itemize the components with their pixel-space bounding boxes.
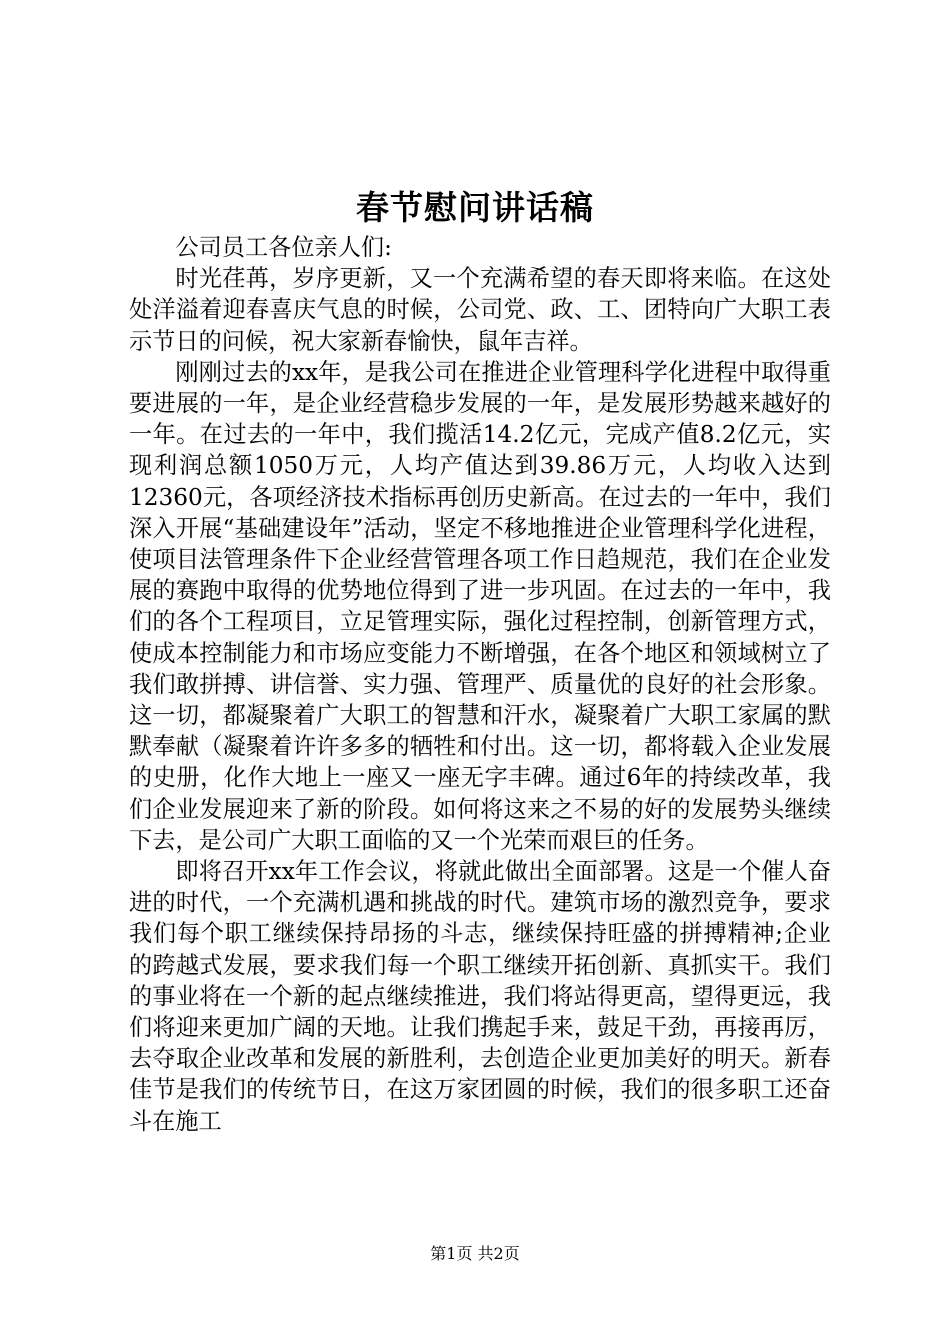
paragraph-2: 刚刚过去的xx年，是我公司在推进企业管理科学化进程中取得重要进展的一年，是企业经营稳步发展的一年，是发展形势越来越好的一年。在过去的一年中，我们揽活14.2亿元，完成产值8.2亿元，实现利润总额1050万元，人均产值达到39.86万元，人均收入达到12360元，各项经济技术指标再创历史新高。在过去的一年中，我们深入开展“基础建设年”活动，坚定不移地推进企业管理科学化进程，使项目法管理条件下企业经营管理各项工作日趋规范，我们在企业发展的赛跑中取得的优势地位得到了进一步巩固。在过去的一年中，我们的各个工程项目，立足管理实际，强化过程控制，创新管理方式，使成本控制能力和市场应变能力不断增强，在各个地区和领域树立了我们敢拼搏、讲信誉、实力强、管理严、质量优的良好的社会形象。这一切，都凝聚着广大职工的智慧和汗水，凝聚着广大职工家属的默默奉献（凝聚着许许多多的牺牲和付出。这一切，都将载入企业发展的史册，化作大地上一座又一座无字丰碑。通过6年的持续改革，我们企业发展迎来了新的阶段。如何将这来之不易的好的发展势头继续下去，是公司广大职工面临的又一个光荣而艰巨的任务。 bbox=[129, 358, 831, 854]
paragraph-3: 即将召开xx年工作会议，将就此做出全面部署。这是一个催人奋进的时代，一个充满机遇和挑战的时代。建筑市场的激烈竞争，要求我们每个职工继续保持昂扬的斗志，继续保持旺盛的拼搏精神;企业的跨越式发展，要求我们每一个职工继续开拓创新、真抓实干。我们的事业将在一个新的起点继续推进，我们将站得更高，望得更远，我们将迎来更加广阔的天地。让我们携起手来，鼓足干劲，再接再厉，去夺取企业改革和发展的新胜利，去创造企业更加美好的明天。新春佳节是我们的传统节日，在这万家团圆的时候，我们的很多职工还奋斗在施工 bbox=[129, 858, 831, 1135]
document-title: 春节慰问讲话稿 bbox=[356, 188, 594, 227]
paragraph-1: 时光荏苒，岁序更新，又一个充满希望的春天即将来临。在这处处洋溢着迎春喜庆气息的时候，公司党、政、工、团特向广大职工表示节日的问候，祝大家新春愉快，鼠年吉祥。 bbox=[129, 265, 831, 355]
salutation: 公司员工各位亲人们: bbox=[175, 234, 392, 261]
document-body bbox=[129, 232, 831, 1137]
page-number-footer: 第1页 共2页 bbox=[430, 1244, 520, 1263]
